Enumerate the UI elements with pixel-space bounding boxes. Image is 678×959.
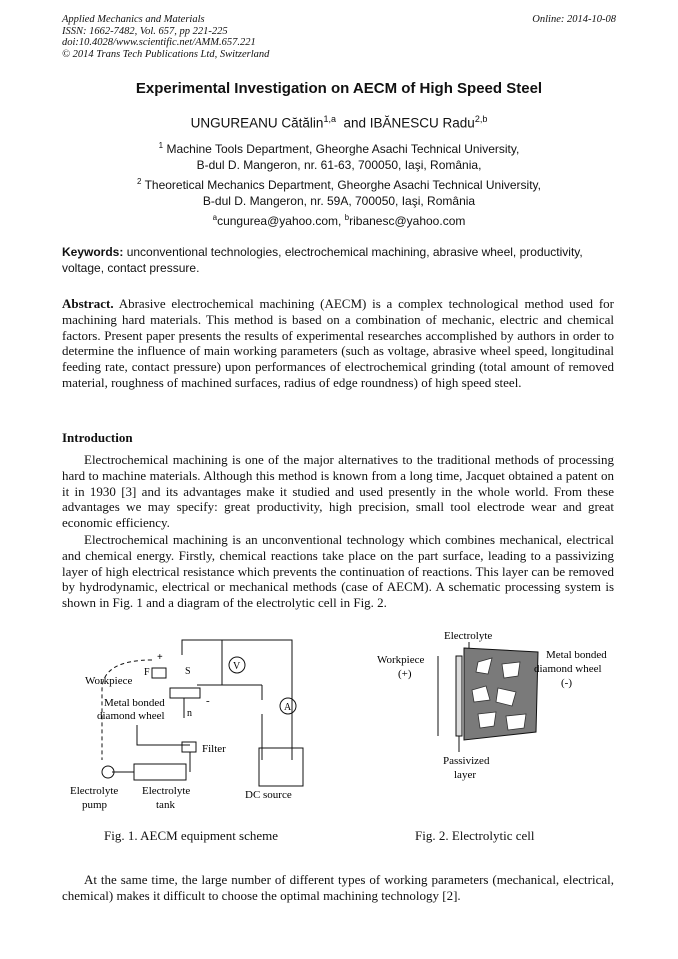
fig2-electrolyte-label: Electrolyte	[444, 630, 493, 642]
fig2-wheel-line1: Metal bonded	[546, 649, 607, 661]
intro-p2-text: Electrochemical machining is an unconventional technology which combines mechanical, electrical and chemical energy. Firstly, chemical reactions take place on the part surface, leading to a passivizing layer of high electrical resistance which prevents the continuation of reactions. This layer can be removed by hydrodynamic, electrical or mechanical methods (case of AECM). A schematic processing system is shown in Fig. 1 and a diagram of the electrolytic cell in Fig. 2.	[62, 532, 614, 611]
intro-p3-text: At the same time, the large number of different types of working parameters (mechanical, electrical, chemical) makes it difficult to choose the optimal machining technology [2].	[62, 872, 614, 903]
emails	[0, 210, 678, 230]
fig1-wheel-line1: Metal bonded	[104, 697, 165, 709]
fig2-passivized-line2: layer	[454, 769, 476, 781]
fig2-passivized-line1: Passivized	[443, 755, 490, 767]
fig1-v-label: V	[233, 661, 241, 672]
fig1-plus-label: +	[157, 652, 163, 663]
paper-title: Experimental Investigation on AECM of High Speed Steel	[135, 80, 543, 97]
author-and: and	[343, 115, 366, 131]
online-date: Online: 2014-10-08	[532, 14, 616, 25]
author-2-sup: 2,b	[474, 114, 488, 124]
running-header	[62, 14, 269, 60]
fig1-pump-line2: pump	[82, 799, 108, 811]
intro-paragraph-3	[62, 872, 614, 904]
aff1-line1: Machine Tools Department, Gheorghe Asachi Technical University,	[166, 142, 520, 156]
fig1-f-label: F	[144, 667, 150, 678]
fig1-tank-line1: Electrolyte	[142, 785, 191, 797]
author-1-sup: 1,a	[323, 114, 336, 124]
fig1-wheel-line2: diamond wheel	[97, 710, 165, 722]
abstract	[62, 296, 614, 391]
email-b-sup: b	[344, 213, 350, 222]
email-a-sup: a	[212, 213, 218, 222]
fig1-s-label: S	[185, 666, 191, 677]
aff2-line2: B-dul D. Mangeron, nr. 59A, 700050, Iaşi, România	[202, 193, 476, 208]
intro-p1-text: Electrochemical machining is one of the major alternatives to the traditional methods of processing hard to machine materials. Although this method is known from a long time, Jacquet obtained a patent on it in 1930 [3] and its advantages make it studied and used presently in the whole world. From these advantages we may specify: great productivity, high precision, small tool electrode wear and great economic efficiency.	[62, 452, 614, 531]
fig1-pump-line1: Electrolyte	[70, 785, 119, 797]
intro-paragraph-2	[62, 532, 614, 611]
fig1-tank-line2: tank	[156, 799, 175, 811]
fig1-n-label: n	[187, 708, 192, 719]
abstract-label: Abstract.	[62, 296, 114, 311]
fig2-wheel-sign: (-)	[561, 677, 572, 689]
filter-box	[182, 742, 196, 752]
tank-box	[134, 764, 186, 780]
circuit-wire-top	[182, 640, 292, 760]
journal-name: Applied Mechanics and Materials	[62, 14, 205, 25]
author-2: IBĂNESCU Radu	[369, 115, 475, 131]
email-a[interactable]: cungurea@yahoo.com,	[217, 214, 342, 228]
fig1-aecm-scheme	[62, 630, 322, 820]
affiliation-2	[0, 174, 678, 209]
fig1-minus-label: -	[206, 695, 210, 707]
aff1-line2: B-dul D. Mangeron, nr. 61-63, 700050, Iaşi, România,	[196, 157, 482, 172]
keywords-label: Keywords:	[62, 245, 124, 259]
aff2-sup: 2	[137, 177, 142, 186]
aff2-line1: Theoretical Mechanics Department, Gheorghe Asachi Technical University,	[144, 178, 541, 192]
fig2-workpiece-label: Workpiece	[377, 654, 425, 666]
wheel-block	[170, 688, 200, 698]
author-1: UNGUREANU Cătălin	[190, 115, 324, 131]
email-b[interactable]: ribanesc@yahoo.com	[349, 214, 466, 228]
fig1-dc-label: DC source	[245, 789, 292, 801]
workpiece-block	[152, 668, 166, 678]
doi: doi:10.4028/www.scientific.net/AMM.657.221	[62, 37, 256, 48]
diamond-grain	[506, 714, 526, 730]
dc-source-box	[259, 748, 303, 786]
intro-paragraph-1	[62, 452, 614, 531]
fig2-wheel-line2: diamond wheel	[534, 663, 602, 675]
fig1-caption: Fig. 1. AECM equipment scheme	[104, 828, 279, 843]
fig1-workpiece-label: Workpiece	[85, 675, 133, 687]
fig1-a-label: A	[284, 702, 292, 713]
author-line	[0, 114, 678, 131]
introduction-heading: Introduction	[62, 430, 133, 445]
diamond-grain	[502, 662, 520, 678]
fig2-electrolytic-cell	[368, 628, 618, 788]
passivized-layer	[456, 656, 462, 736]
fig2-caption: Fig. 2. Electrolytic cell	[415, 828, 535, 843]
fig1-filter-label: Filter	[202, 743, 226, 755]
diamond-grain	[478, 712, 496, 728]
issn: ISSN: 1662-7482, Vol. 657, pp 221-225	[62, 25, 228, 37]
abstract-text: Abrasive electrochemical machining (AECM) is a complex technological method used for machining hard materials. This method is based on a combination of mechanic, electric and chemical factors. Present paper presents the results of experimental researches accomplished by authors in order to determine the influence of main working parameters (such as voltage, abrasive wheel speed, longitudinal feeding rate, contact pressure) upon performances of electrochemical grinding (total amount of removed material, roughness of machined surfaces, radius of edge roundness) of high speed steel.	[62, 296, 614, 390]
affiliation-1	[0, 138, 678, 173]
keywords-text: unconventional technologies, electrochemical machining, abrasive wheel, productivity, voltage, contact pressure.	[62, 245, 583, 275]
copyright: © 2014 Trans Tech Publications Ltd, Switzerland	[62, 48, 270, 60]
fig2-workpiece-sign: (+)	[398, 668, 412, 680]
aff1-sup: 1	[158, 141, 164, 150]
keywords	[62, 245, 614, 276]
